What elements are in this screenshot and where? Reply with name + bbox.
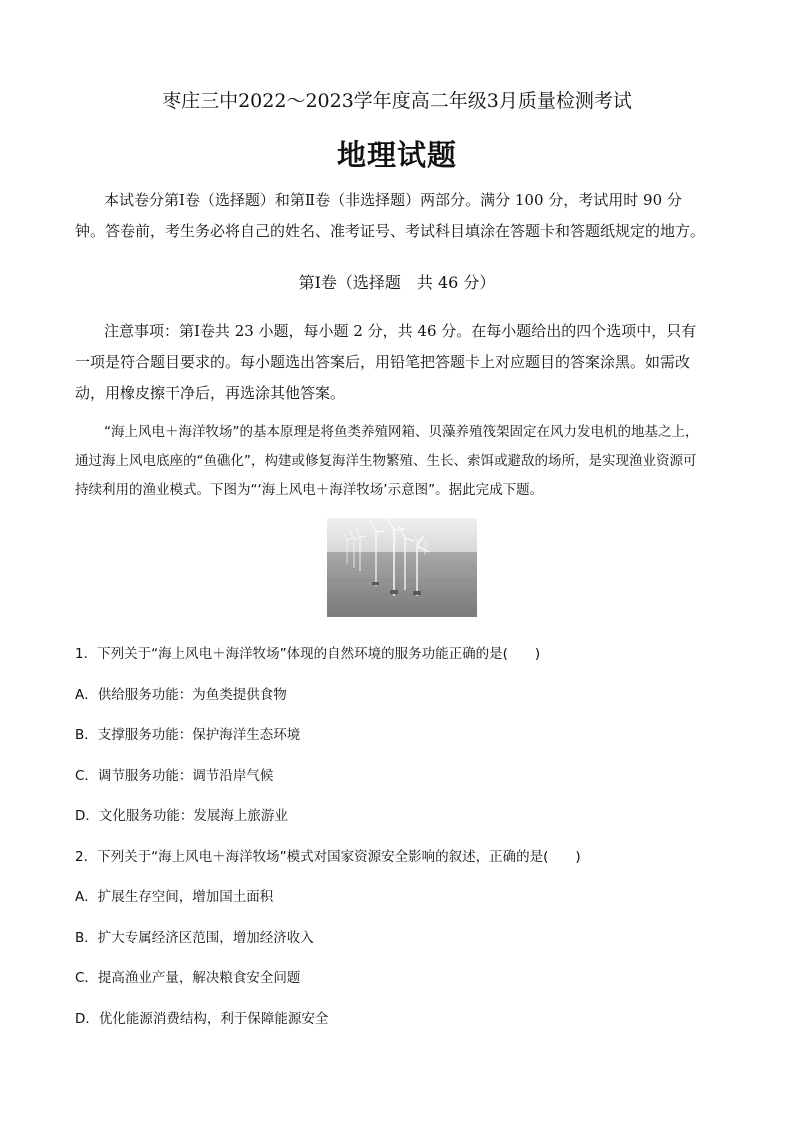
question-1-option-a: A．供给服务功能：为鱼类提供食物 — [75, 687, 287, 703]
case-line-3: 持续利用的渔业模式。下图为“‘海上风电＋海洋牧场’示意图”。据此完成下题。 — [75, 482, 544, 498]
question-1-option-c: C．调节服务功能：调节沿岸气候 — [75, 768, 274, 784]
intro-line-2: 钟。答卷前，考生务必将自己的姓名、准考证号、考试科目填涂在答题卡和答题纸规定的地方。 — [75, 222, 706, 240]
case-line-2: 通过海上风电底座的“鱼礁化”，构建或修复海洋生物繁殖、生长、索饵或避敌的场所，是实现渔业资源可 — [75, 453, 697, 469]
question-1-option-b: B．支撑服务功能：保护海洋生态环境 — [75, 727, 301, 743]
question-2-stem: 2．下列关于“海上风电＋海洋牧场”模式对国家资源安全影响的叙述，正确的是( ) — [75, 849, 581, 865]
question-2-option-d: D．优化能源消费结构，利于保障能源安全 — [75, 1011, 329, 1027]
exam-header: 枣庄三中2022～2023学年度高二年级3月质量检测考试 — [162, 90, 632, 112]
section-heading: 第Ⅰ卷（选择题 共 46 分） — [298, 273, 496, 292]
notes-line-3: 动，用橡皮擦干净后，再选涂其他答案。 — [75, 384, 346, 402]
question-2-option-a: A．扩展生存空间，增加国土面积 — [75, 889, 274, 905]
offshore-wind-farm-photo — [327, 518, 477, 617]
question-2-option-c: C．提高渔业产量，解决粮食安全问题 — [75, 970, 301, 986]
notes-line-1: 注意事项：第Ⅰ卷共 23 小题，每小题 2 分，共 46 分。在每小题给出的四个选项中，只有 — [104, 322, 697, 340]
question-2-option-b: B．扩大专属经济区范围，增加经济收入 — [75, 930, 314, 946]
question-1-option-d: D．文化服务功能：发展海上旅游业 — [75, 808, 288, 824]
question-1-stem: 1．下列关于“海上风电＋海洋牧场”体现的自然环境的服务功能正确的是( ) — [75, 646, 541, 662]
subject-title: 地理试题 — [336, 138, 457, 172]
notes-line-2: 一项是符合题目要求的。每小题选出答案后，用铅笔把答题卡上对应题目的答案涂黑。如需改 — [75, 353, 691, 371]
intro-line-1: 本试卷分第Ⅰ卷（选择题）和第Ⅱ卷（非选择题）两部分。满分 100 分，考试用时 90 分 — [104, 191, 682, 209]
case-line-1: “海上风电＋海洋牧场”的基本原理是将鱼类养殖网箱、贝藻养殖筏架固定在风力发电机的地基之上， — [104, 424, 699, 440]
